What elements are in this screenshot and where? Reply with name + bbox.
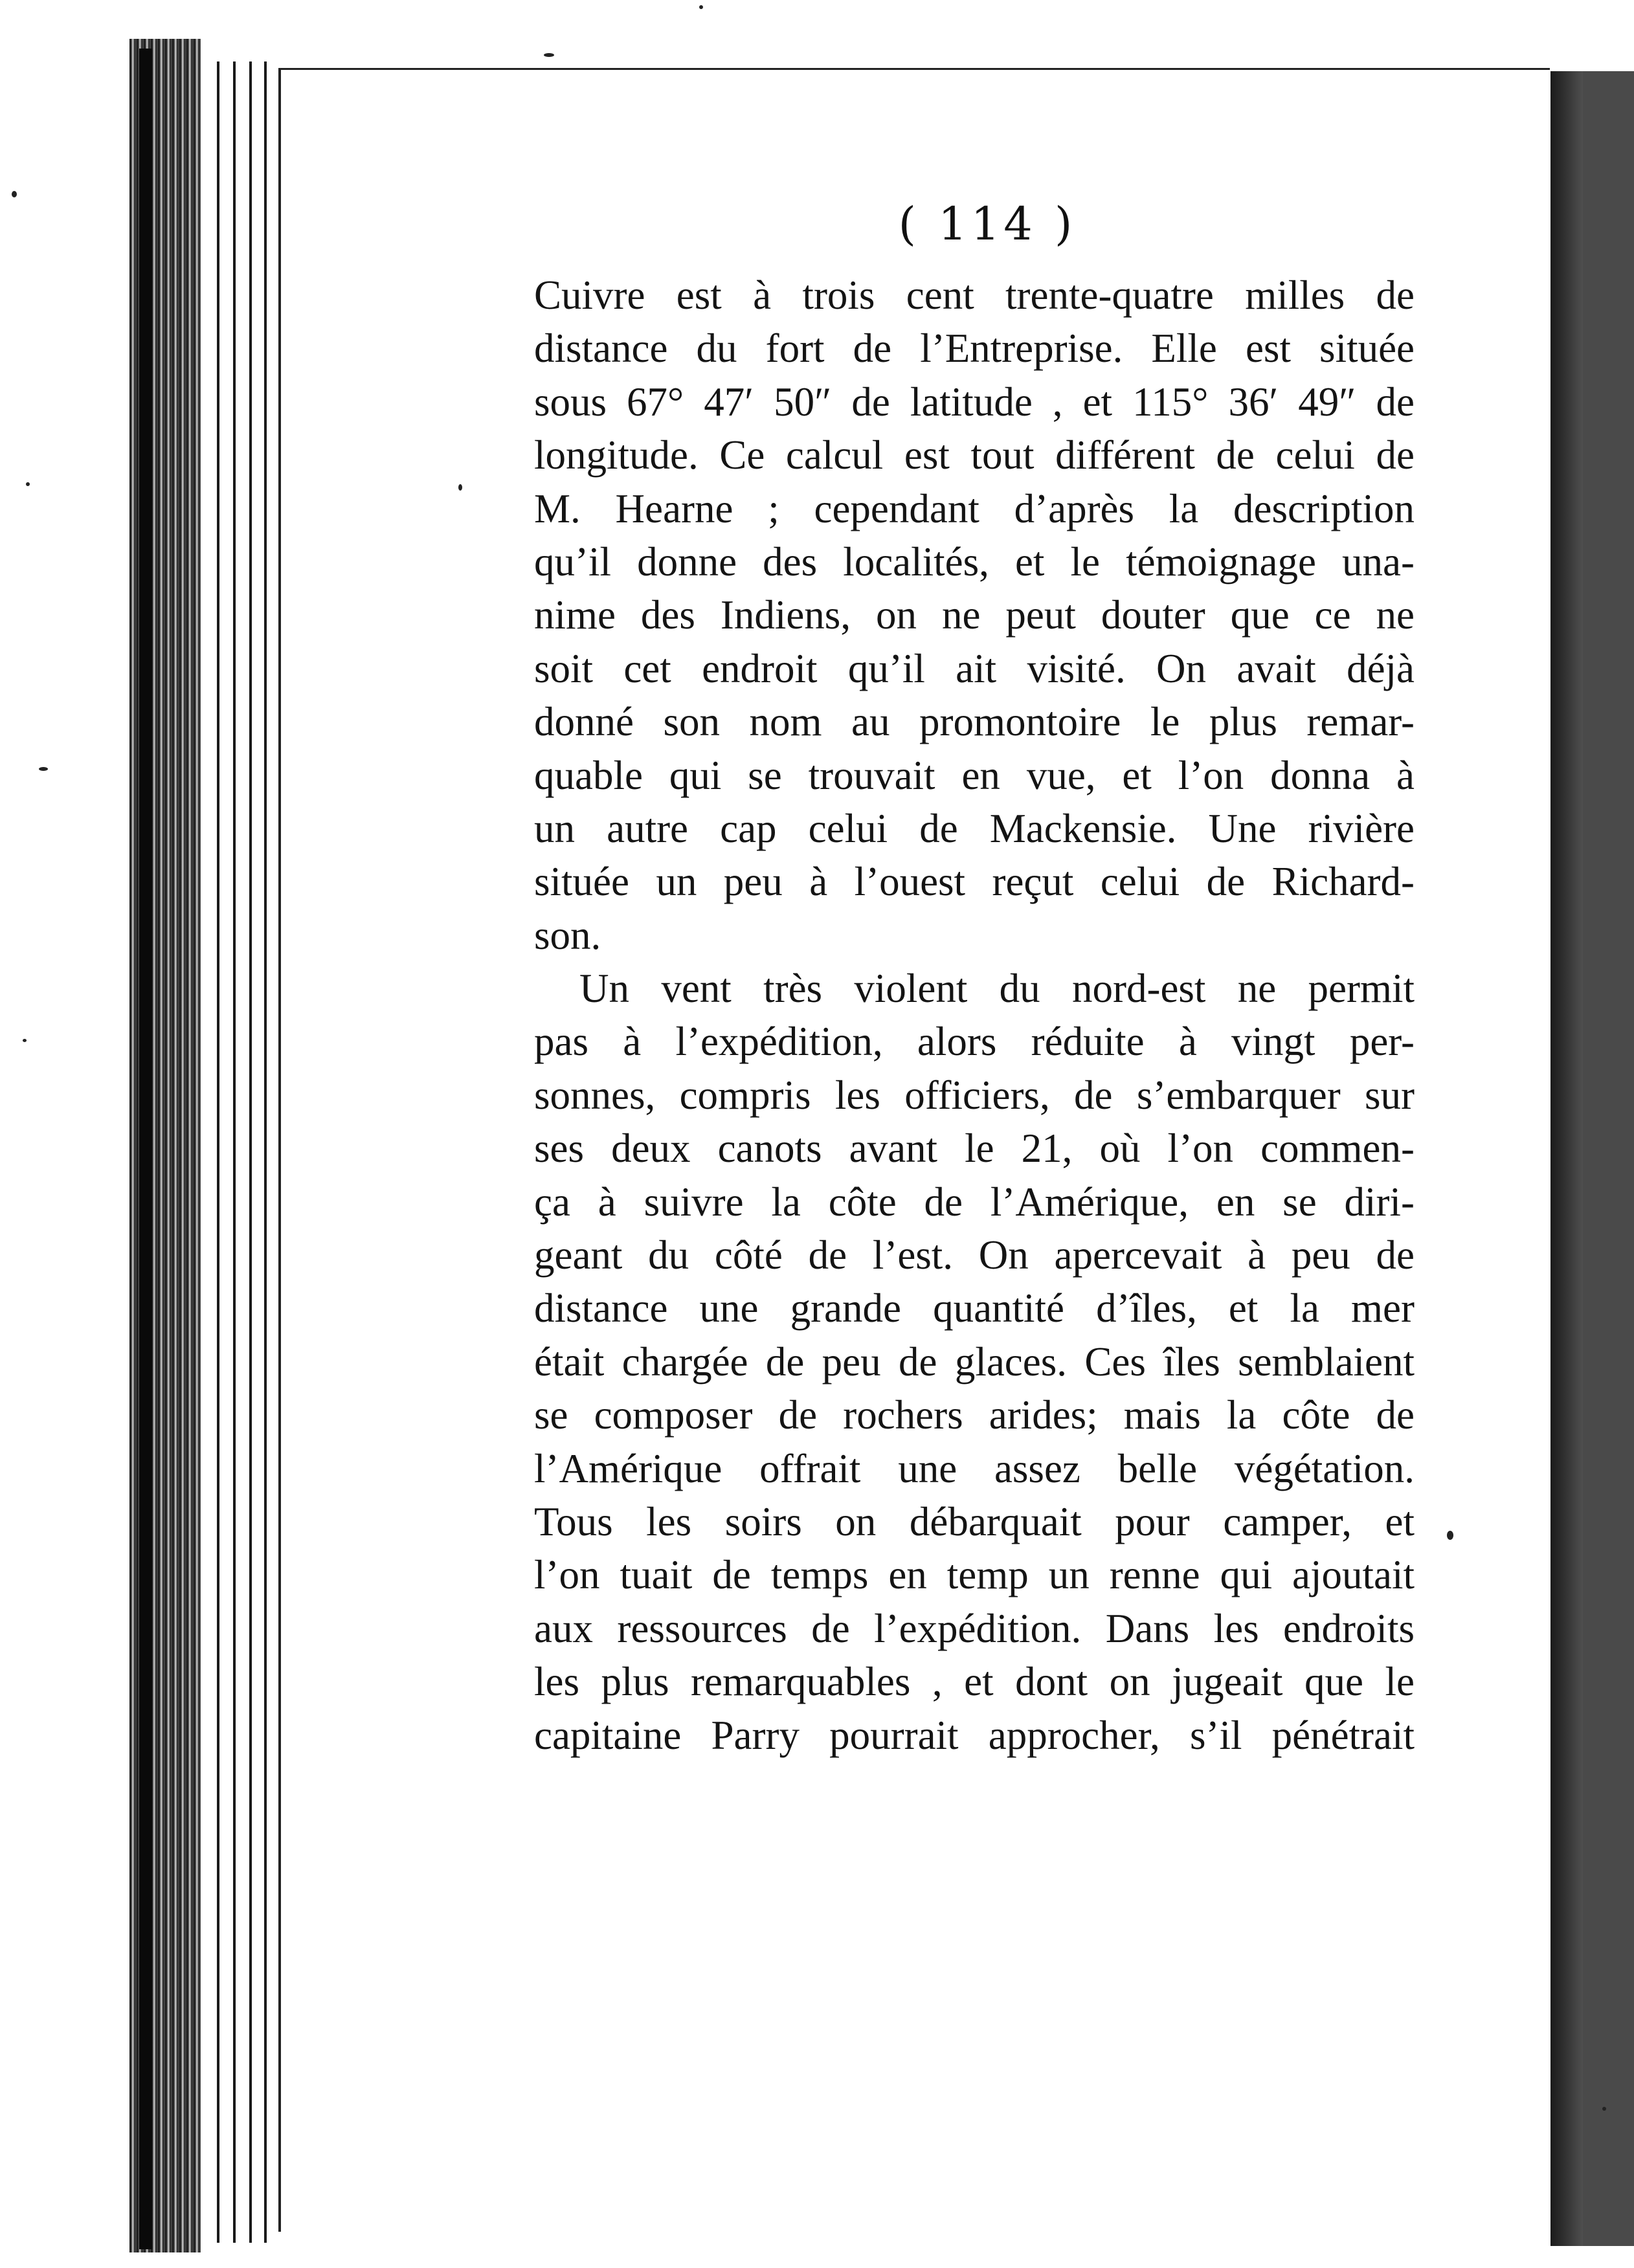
text-line: l’Amérique offrait une assez belle végétation. <box>534 1445 1415 1491</box>
dust-speck <box>1602 2107 1606 2111</box>
text-line: était chargée de peu de glaces. Ces îles semblaient <box>534 1339 1415 1384</box>
text-line: M. Hearne ; cependant d’après la description <box>534 485 1415 531</box>
text-line: Cuivre est à trois cent trente-quatre milles de <box>534 272 1415 318</box>
text-line: ses deux canots avant le 21, où l’on commen- <box>534 1126 1415 1172</box>
text-line: se composer de rochers arides; mais la côte de <box>534 1392 1415 1438</box>
text-line: capitaine Parry pourrait approcher, s’il pénétrait <box>534 1712 1415 1758</box>
text-line: soit cet endroit qu’il ait visité. On avait déjà <box>534 645 1415 691</box>
text-line: sonnes, compris les officiers, de s’embarquer sur <box>534 1072 1415 1118</box>
page-number-heading: ( 114 ) <box>898 197 1077 250</box>
body-text <box>534 269 1415 1762</box>
right-background <box>1583 71 1634 2246</box>
text-line: ça à suivre la côte de l’Amérique, en se diri- <box>534 1179 1415 1225</box>
text-line: l’on tuait de temps en temp un renne qui ajoutait <box>534 1552 1415 1598</box>
text-line: quable qui se trouvait en vue, et l’on donna à <box>534 752 1415 798</box>
dust-speck <box>458 484 462 491</box>
text-line: sous 67° 47′ 50″ de latitude , et 115° 36′ 49″ de <box>534 379 1415 425</box>
dust-speck <box>699 5 703 9</box>
text-line: longitude. Ce calcul est tout différent de celui de <box>534 432 1415 478</box>
dust-speck <box>544 53 554 57</box>
text-line: geant du côté de l’est. On apercevait à peu de <box>534 1232 1415 1278</box>
dust-speck <box>39 767 48 771</box>
dust-speck <box>1447 1531 1453 1540</box>
dust-speck <box>12 191 17 197</box>
page-stack-line <box>249 61 252 2243</box>
text-line: un autre cap celui de Mackensie. Une rivière <box>534 805 1415 851</box>
text-line: donné son nom au promontoire le plus remar- <box>534 699 1415 745</box>
page-stack-line <box>217 61 219 2243</box>
text-line-paragraph-end: son. <box>534 912 601 958</box>
book-fore-edge-shadow <box>139 49 152 2249</box>
text-line: aux ressources de l’expédition. Dans les endroits <box>534 1605 1415 1651</box>
text-line-paragraph-start: Un vent très violent du nord-est ne permit <box>579 966 1415 1012</box>
text-line: distance du fort de l’Entreprise. Elle est située <box>534 326 1415 372</box>
text-line: les plus remarquables , et dont on jugeait que le <box>534 1659 1415 1705</box>
text-line: distance une grande quantité d’îles, et la mer <box>534 1285 1415 1331</box>
text-line: située un peu à l’ouest reçut celui de Richard- <box>534 859 1415 905</box>
dust-speck <box>26 482 30 486</box>
text-line: qu’il donne des localités, et le témoignage una- <box>534 539 1415 584</box>
text-line: nime des Indiens, on ne peut douter que ce ne <box>534 592 1415 638</box>
page-stack-line <box>264 61 267 2243</box>
text-line: Tous les soirs on débarquait pour camper, et <box>534 1498 1415 1544</box>
text-line: pas à l’expédition, alors réduite à vingt per- <box>534 1019 1415 1065</box>
page-stack-line <box>233 61 236 2243</box>
dust-speck <box>23 1039 27 1042</box>
